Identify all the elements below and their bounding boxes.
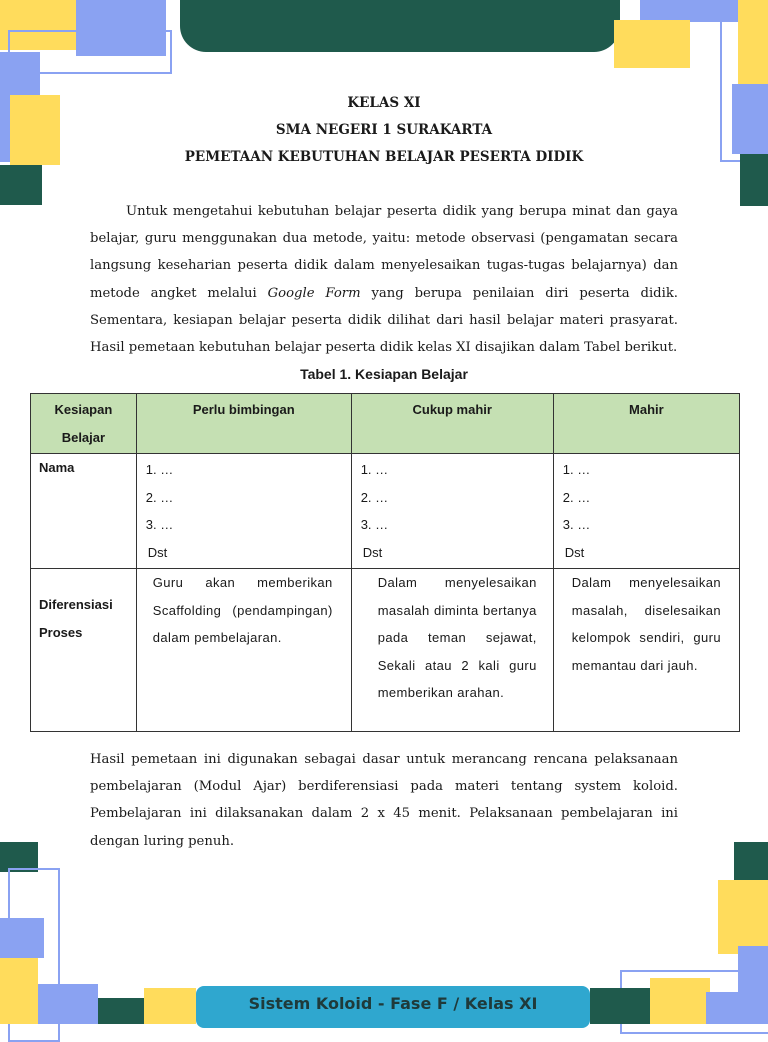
table-header-cell: Kesiapan Belajar bbox=[31, 394, 137, 454]
table-title: Tabel 1. Kesiapan Belajar bbox=[300, 366, 468, 382]
decor-block bbox=[144, 988, 196, 1024]
row-label-cell: Nama bbox=[31, 454, 137, 569]
name-list-cell: 1. … 2. … 3. … Dst bbox=[351, 454, 553, 569]
decor-block bbox=[98, 998, 144, 1024]
decor-block bbox=[614, 20, 690, 68]
table-header-cell: Cukup mahir bbox=[351, 394, 553, 454]
row-label-cell: Diferensiasi Proses bbox=[31, 569, 137, 732]
decor-block bbox=[0, 958, 38, 1024]
intro-paragraph: Untuk mengetahui kebutuhan belajar peserta didik yang berupa minat dan gaya belajar, guru menggunakan dua metode, yaitu: metode observasi (pengamatan secara langsung keseharian peserta didik dalam menyelesaikan tugas-tugas belajarnya) dan metode angket melalui Google Form yang berupa penilaian diri peserta didik. Sementara, kesiapan belajar peserta didik dilihat dari hasil belajar materi prasyarat. Hasil pemetaan kebutuhan belajar peserta didik kelas XI disajikan dalam Tabel berikut. bbox=[90, 204, 678, 356]
top-header-bar bbox=[180, 0, 620, 52]
decor-block bbox=[706, 992, 738, 1024]
document-title: PEMETAAN KEBUTUHAN BELAJAR PESERTA DIDIK bbox=[184, 149, 584, 165]
table-header-cell: Mahir bbox=[553, 394, 739, 454]
readiness-table bbox=[30, 393, 740, 732]
process-cell: Guru akan memberikan Scaffolding (pendampingan) dalam pembelajaran. bbox=[136, 569, 351, 732]
class-heading: KELAS XI bbox=[347, 95, 421, 111]
decor-block bbox=[0, 918, 44, 958]
decor-block bbox=[650, 978, 710, 1024]
decor-block bbox=[738, 946, 768, 1024]
table-row bbox=[31, 454, 740, 569]
footer-title: Sistem Koloid - Fase F / Kelas XI bbox=[248, 994, 538, 1013]
closing-paragraph: Hasil pemetaan ini digunakan sebagai dasar untuk merancang rencana pelaksanaan pembelajaran (Modul Ajar) berdiferensiasi pada materi tentang system koloid. Pembelajaran ini dilaksanakan dalam 2 x 45 menit. Pelaksanaan pembelajaran ini dengan luring penuh. bbox=[90, 752, 678, 849]
google-form-text: Google Form bbox=[267, 285, 361, 301]
decor-block bbox=[738, 0, 768, 84]
decor-block bbox=[590, 988, 650, 1024]
name-list-cell: 1. … 2. … 3. … Dst bbox=[136, 454, 351, 569]
process-cell: Dalam menyelesaikan masalah, diselesaikan kelompok sendiri, guru memantau dari jauh. bbox=[553, 569, 739, 732]
decor-block bbox=[0, 165, 42, 205]
school-heading: SMA NEGERI 1 SURAKARTA bbox=[275, 122, 493, 138]
table-header-cell: Perlu bimbingan bbox=[136, 394, 351, 454]
table-row bbox=[31, 569, 740, 732]
process-cell: Dalam menyelesaikan masalah diminta bertanya pada teman sejawat, Sekali atau 2 kali guru memberikan arahan. bbox=[351, 569, 553, 732]
decor-block bbox=[38, 984, 98, 1024]
decor-block bbox=[718, 880, 768, 954]
name-list-cell: 1. … 2. … 3. … Dst bbox=[553, 454, 739, 569]
